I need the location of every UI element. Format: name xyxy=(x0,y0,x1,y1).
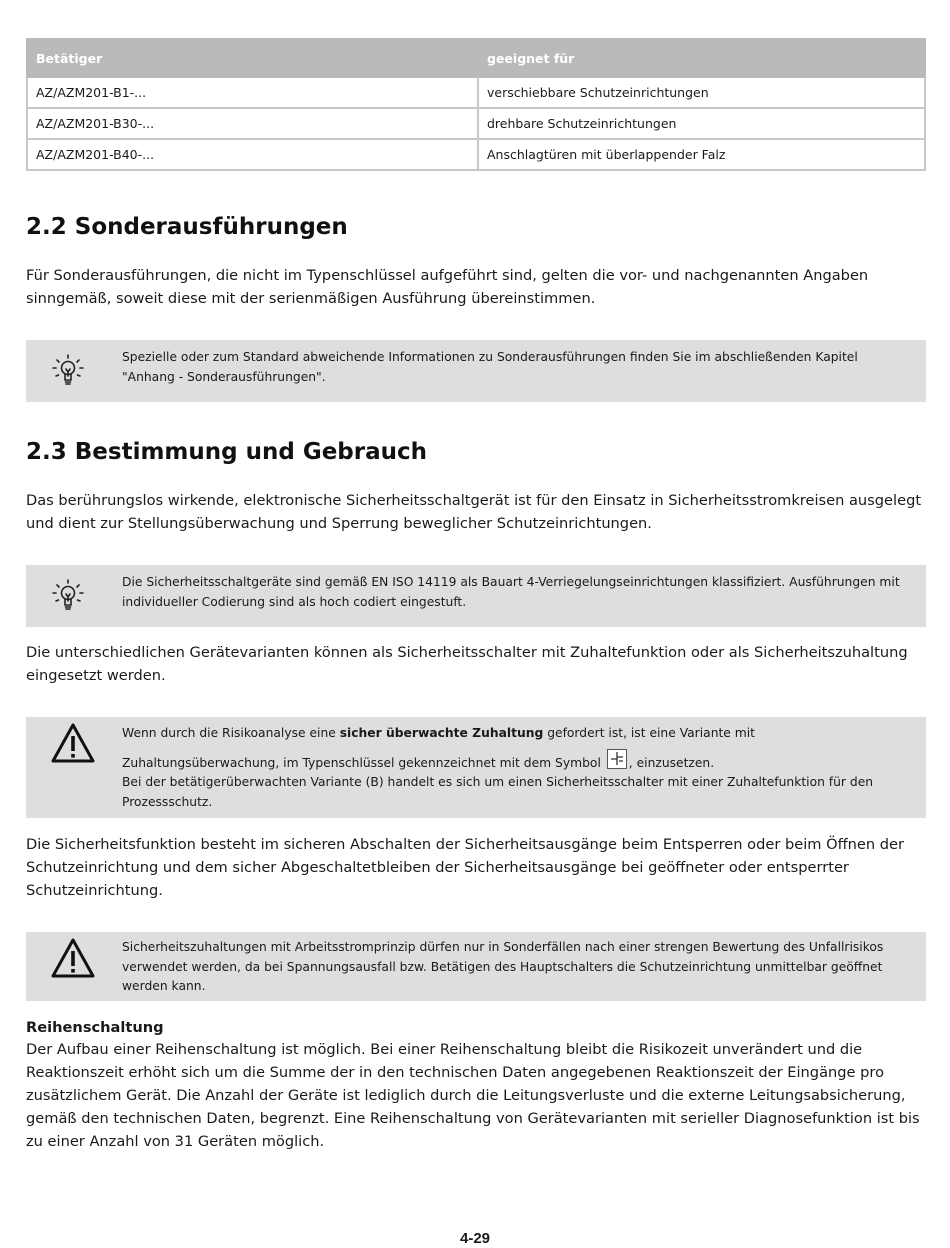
warning-emphasis: sicher überwachte Zuhaltung xyxy=(339,726,544,740)
info-note xyxy=(26,340,926,402)
lightbulb-icon xyxy=(48,576,88,623)
table-cell: AZ/AZM201-B1-... xyxy=(27,77,478,108)
table-cell: AZ/AZM201-B30-... xyxy=(27,108,478,139)
table-row xyxy=(27,77,925,108)
section-heading-2-3: 2.3 Bestimmung und Gebrauch xyxy=(26,439,428,465)
warning-triangle-icon xyxy=(50,937,96,986)
info-note-text: Spezielle oder zum Standard abweichende Informationen zu Sonderausführungen finden Sie im abschließenden Kapitel "Anhang - Sonderausführungen". xyxy=(122,350,858,384)
table-cell: AZ/AZM201-B40-... xyxy=(27,139,478,170)
table-cell: verschiebbare Schutzeinrichtungen xyxy=(478,77,925,108)
warning-note-text: Sicherheitszuhaltungen mit Arbeitsstromprinzip dürfen nur in Sonderfällen nach einer strengen Bewertung des Unfallrisikos verwendet werden, da bei Spannungsausfall bzw. Betätigen des Hauptschalters die Schutzeinrichtung unmittelbar geöffnet werden kann. xyxy=(122,940,884,993)
table-cell: Anschlagtüren mit überlappender Falz xyxy=(478,139,925,170)
info-note-text: Die Sicherheitsschaltgeräte sind gemäß EN ISO 14119 als Bauart 4-Verriegelungseinrichtungen klassifiziert. Ausführungen mit individueller Codierung sind als hoch codiert eingestuft. xyxy=(122,575,900,609)
warning-text: Wenn durch die Risikoanalyse eine xyxy=(122,726,340,740)
warning-line xyxy=(122,749,914,774)
series-connection-heading: Reihenschaltung xyxy=(26,1019,164,1036)
safety-function-body: Die Sicherheitsfunktion besteht im sicheren Abschalten der Sicherheitsausgänge beim Entsperren oder beim Öffnen der Schutzeinrichtung und dem sicher Abgeschaltetbleiben der Sicherheitsausgänge bei geöffneter oder entsperrter Schutzeinrichtung. xyxy=(26,836,905,899)
table-header-cell: Betätiger xyxy=(27,39,478,77)
document-page xyxy=(26,38,926,1150)
info-note xyxy=(26,565,926,627)
table-header-cell: geeignet für xyxy=(478,39,925,77)
section-2-2-body: Für Sonderausführungen, die nicht im Typenschlüssel aufgeführt sind, gelten die vor- und nachgenannten Angaben sinngemäß, soweit diese mit der serienmäßigen Ausführung übereinstimmen. xyxy=(26,267,869,307)
warning-text: gefordert ist, ist eine Variante mit xyxy=(543,726,755,740)
page-number: 4-29 xyxy=(459,1230,491,1247)
series-connection-body: Der Aufbau einer Reihenschaltung ist möglich. Bei einer Reihenschaltung bleibt die Risikozeit unverändert und die Reaktionszeit erhöht sich um die Summe der in den technischen Daten angegebenen Reaktionszeit der Eingänge pro zusätzlichem Gerät. Die Anzahl der Geräte ist lediglich durch die Leitungsverluste und die externe Leitungsabsicherung, gemäß den technischen Daten, begrenzt. Eine Reihenschaltung von Gerätevarianten mit serieller Diagnosefunktion ist bis zu einer Anzahl von 31 Geräten möglich. xyxy=(26,1041,920,1150)
table-cell: drehbare Schutzeinrichtungen xyxy=(478,108,925,139)
warning-text: Zuhaltungsüberwachung, im Typenschlüssel gekennzeichnet mit dem Symbol xyxy=(122,755,601,770)
table-header-row xyxy=(27,39,925,77)
section-2-3-body: Das berührungslos wirkende, elektronische Sicherheitsschaltgerät ist für den Einsatz in Sicherheitsstromkreisen ausgelegt und dient zur Stellungsüberwachung und Sperrung beweglicher Schutzeinrichtungen. xyxy=(26,492,922,532)
warning-line: Bei der betätigerüberwachten Variante (B) handelt es sich um einen Sicherheitsschalter mit einer Zuhaltefunktion für den Prozessschutz. xyxy=(122,775,874,809)
device-variants-body: Die unterschiedlichen Gerätevarianten können als Sicherheitsschalter mit Zuhaltefunktion oder als Sicherheitszuhaltung eingesetzt werden. xyxy=(26,644,908,684)
warning-text: , einzusetzen. xyxy=(628,755,715,770)
warning-triangle-icon xyxy=(50,722,96,771)
locking-monitor-symbol-icon xyxy=(607,749,627,769)
lightbulb-icon xyxy=(48,351,88,398)
actuator-table xyxy=(26,38,926,171)
warning-note-text xyxy=(122,724,914,812)
table-row xyxy=(27,139,925,170)
warning-line xyxy=(122,724,914,744)
table-row xyxy=(27,108,925,139)
section-heading-2-2: 2.2 Sonderausführungen xyxy=(26,214,348,240)
warning-note xyxy=(26,717,926,818)
warning-note xyxy=(26,932,926,1001)
